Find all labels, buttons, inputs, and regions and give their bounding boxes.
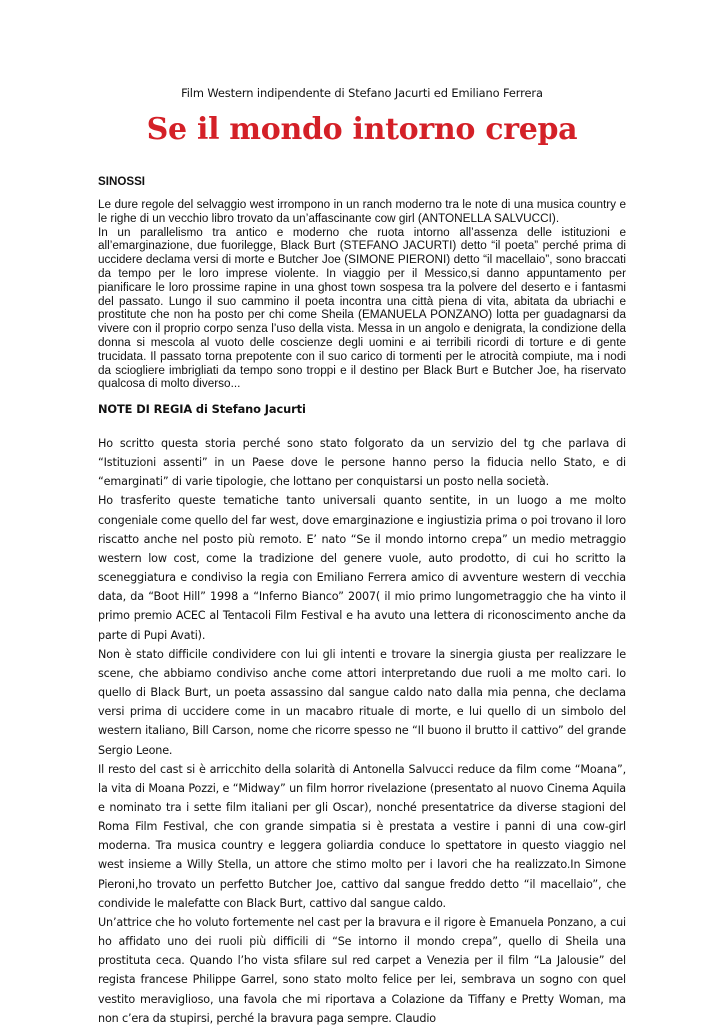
document-subtitle: Film Western indipendente di Stefano Jacurti ed Emiliano Ferrera [181,86,543,100]
sinossi-body [98,198,626,391]
note-paragraph: Un’attrice che ho voluto fortemente nel cast per la bravura e il rigore è Emanuela Ponzano, a cui ho affidato uno dei ruoli più difficili di “Se intorno il mondo crepa”, quello di Sheila una prostituta ceca. Quando l’ho vista sfilare sul red carpet a Venezia per il film “La Jalousie” del regista francese Philippe Garrel, sono stato molto felice per lei, sembrava un sogno con quel vestito meraviglioso, una favola che mi riportava a Colazione da Tiffany e Pretty Woman, ma non c’era da stupirsi, perché la bravura paga sempre. Claudio [98,915,626,1025]
sinossi-paragraph: In un parallelismo tra antico e moderno che ruota intorno all’assenza delle istituzioni e all’emarginazione, due fuorilegge, Black Burt (STEFANO JACURTI) detto “il poeta” perché prima di uccidere declama versi di morte e Butcher Joe (SIMONE PIERONI) detto “il macellaio”, sono braccati da tempo per le loro imprese violente. In viaggio per il Messico,si danno appuntamento per pianificare le loro prossime rapine in una ghost town sospesa tra la polvere del deserto e i fantasmi del passato. Lungo il suo cammino il poeta incontra una città piena di vita, abitata da ubriachi e prostitute che non ha posto per chi come Sheila (EMANUELA PONZANO) lotta per guadagnarsi da vivere con il proprio corpo senza l’uso della vista. Messa in un angolo e denigrata, la condizione della donna si mescola al vuoto delle coscienze degli uomini e ai terribili ricordi di torture e di gente trucidata. Il passato torna prepotente con il suo carico di tormenti per le atrocità compiute, ma i nodi da sciogliere imbrigliati da tempo sono troppi e il destino per Black Burt e Butcher Joe, ha riservato qualcosa di molto diverso... [98,225,626,391]
document-title: Se il mondo intorno crepa [146,112,578,147]
note-di-regia-body [98,434,626,1028]
sinossi-heading: SINOSSI [98,175,146,188]
note-paragraph: Il resto del cast si è arricchito della solarità di Antonella Salvucci reduce da film come “Moana”, la vita di Moana Pozzi, e “Midway” un film horror rivelazione (presentato al nuovo Cinema Aquila e nominato tra i sette film italiani per gli Oscar), nonché presentatrice da diverse stagioni del Roma Film Festival, che con grande simpatia si è prestata a vestire i panni di una cow-girl moderna. Tra musica country e leggera goliardia conduce lo spettatore in questo viaggio nel west insieme a Willy Stella, un attore che stimo molto per i lavori che ha realizzato.In Simone Pieroni,ho trovato un perfetto Butcher Joe, cattivo dal sangue freddo detto “il macellaio”, che condivide le malefatte con Black Burt, cattivo dal sangue caldo. [98,762,626,910]
note-paragraph: Ho trasferito queste tematiche tanto universali quanto sentite, in un luogo a me molto congeniale come quello del far west, dove emarginazione e ingiustizia prima o poi trovano il loro riscatto anche nel posto più remoto. E’ nato “Se il mondo intorno crepa” un medio metraggio western low cost, come la tradizione del genere vuole, auto prodotto, di cui ho scritto la sceneggiatura e condiviso la regia con Emiliano Ferrera amico di avventure western di vecchia data, da “Boot Hill” 1998 a “Inferno Bianco” 2007( il mio primo lungometraggio che ha vinto il primo premio ACEC al Tentacoli Film Festival e ha avuto una lettera di riconoscimento anche da parte di Pupi Avati). [98,494,626,642]
note-di-regia-heading: NOTE DI REGIA di Stefano Jacurti [98,402,306,416]
note-paragraph: Ho scritto questa storia perché sono stato folgorato da un servizio del tg che parlava di “Istituzioni assenti” in un Paese dove le persone hanno perso la fiducia nello Stato, e di “emarginati” di varie tipologie, che lottano per conquistarsi un posto nella società. [98,437,626,489]
note-paragraph: Non è stato difficile condividere con lui gli intenti e trovare la sinergia giusta per realizzare le scene, che abbiamo condiviso anche come attori interpretando due ruoli a me molto cari. Io quello di Black Burt, un poeta assassino dal sangue caldo nato dalla mia penna, che declama versi prima di uccidere come in un macabro rituale di morte, e lui quello di un simbolo del western italiano, Bill Carson, nome che ricorre spesso ne “Il buono il brutto il cattivo” del grande Sergio Leone. [98,647,626,757]
sinossi-paragraph: Le dure regole del selvaggio west irrompono in un ranch moderno tra le note di una musica country e le righe di un vecchio libro trovato da un’affascinante cow girl (ANTONELLA SALVUCCI). [98,198,626,225]
